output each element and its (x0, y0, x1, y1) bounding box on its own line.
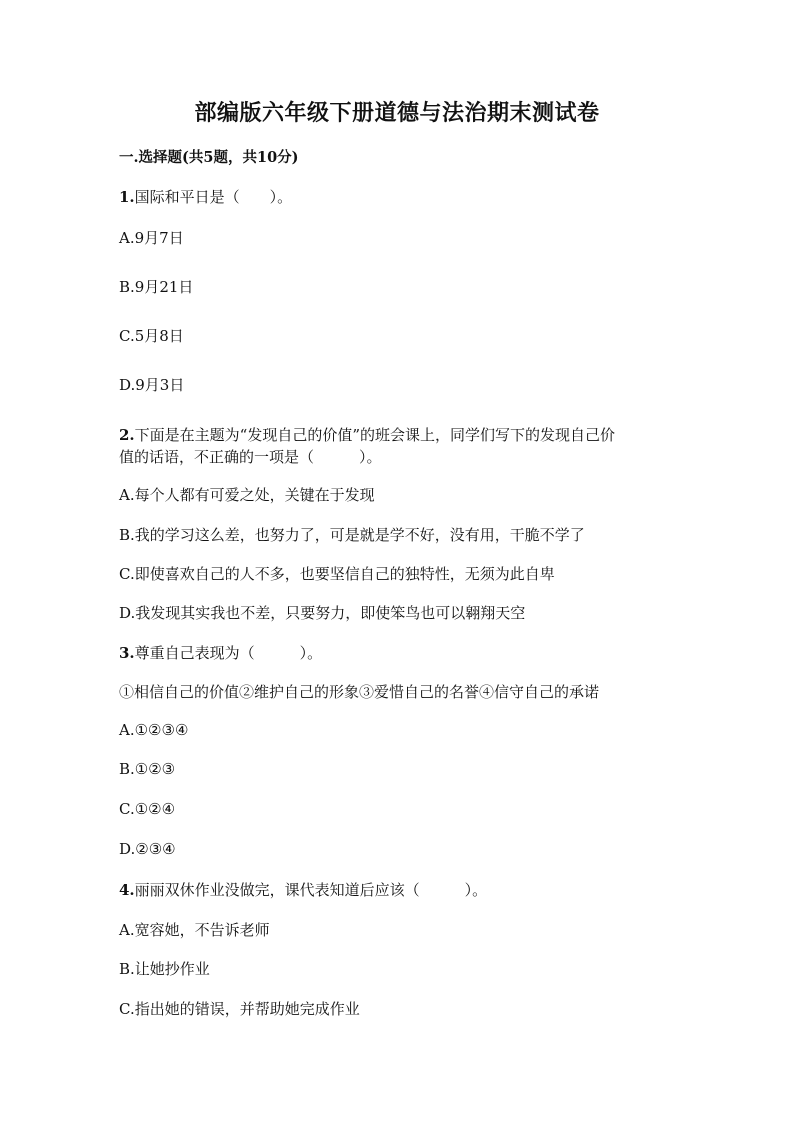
question-3 (119, 642, 322, 663)
question-4 (119, 879, 487, 900)
question-stem: 国际和平日是（ ）。 (134, 188, 293, 206)
q1-option-a: A.9月7日 (119, 229, 184, 247)
q3-option-b: B.①②③ (119, 760, 176, 778)
question-2 (119, 424, 679, 468)
question-stem-line2: 值的话语，不正确的一项是（ ）。 (119, 448, 382, 466)
q4-option-c: C.指出她的错误，并帮助她完成作业 (119, 1000, 360, 1018)
q3-option-d: D.②③④ (119, 840, 176, 858)
question-number: 4. (119, 881, 135, 899)
question-number: 3. (119, 644, 135, 662)
q2-option-c: C.即使喜欢自己的人不多，也要坚信自己的独特性，无须为此自卑 (119, 565, 555, 583)
question-stem: 尊重自己表现为（ ）。 (134, 644, 323, 662)
question-1 (119, 186, 292, 207)
question-number: 1. (119, 188, 135, 206)
q2-option-a: A.每个人都有可爱之处，关键在于发现 (119, 486, 375, 504)
section-heading: 一.选择题(共5题，共10分) (119, 149, 299, 166)
question-stem: 丽丽双休作业没做完，课代表知道后应该（ ）。 (134, 881, 488, 899)
question-number: 2. (119, 426, 135, 444)
q1-option-d: D.9月3日 (119, 376, 185, 394)
q3-option-a: A.①②③④ (119, 721, 189, 739)
q3-statements: ①相信自己的价值②维护自己的形象③爱惜自己的名誉④信守自己的承诺 (119, 683, 600, 701)
q3-option-c: C.①②④ (119, 800, 176, 818)
q1-option-c: C.5月8日 (119, 327, 184, 345)
q2-option-b: B.我的学习这么差，也努力了，可是就是学不好，没有用，干脆不学了 (119, 526, 585, 544)
question-stem-line1: 下面是在主题为“发现自己的价值”的班会课上，同学们写下的发现自己价 (134, 426, 616, 444)
q1-option-b: B.9月21日 (119, 278, 194, 296)
page-title: 部编版六年级下册道德与法治期末测试卷 (194, 100, 600, 126)
q4-option-b: B.让她抄作业 (119, 960, 210, 978)
q4-option-a: A.宽容她，不告诉老师 (119, 921, 270, 939)
q2-option-d: D.我发现其实我也不差，只要努力，即使笨鸟也可以翱翔天空 (119, 604, 526, 622)
